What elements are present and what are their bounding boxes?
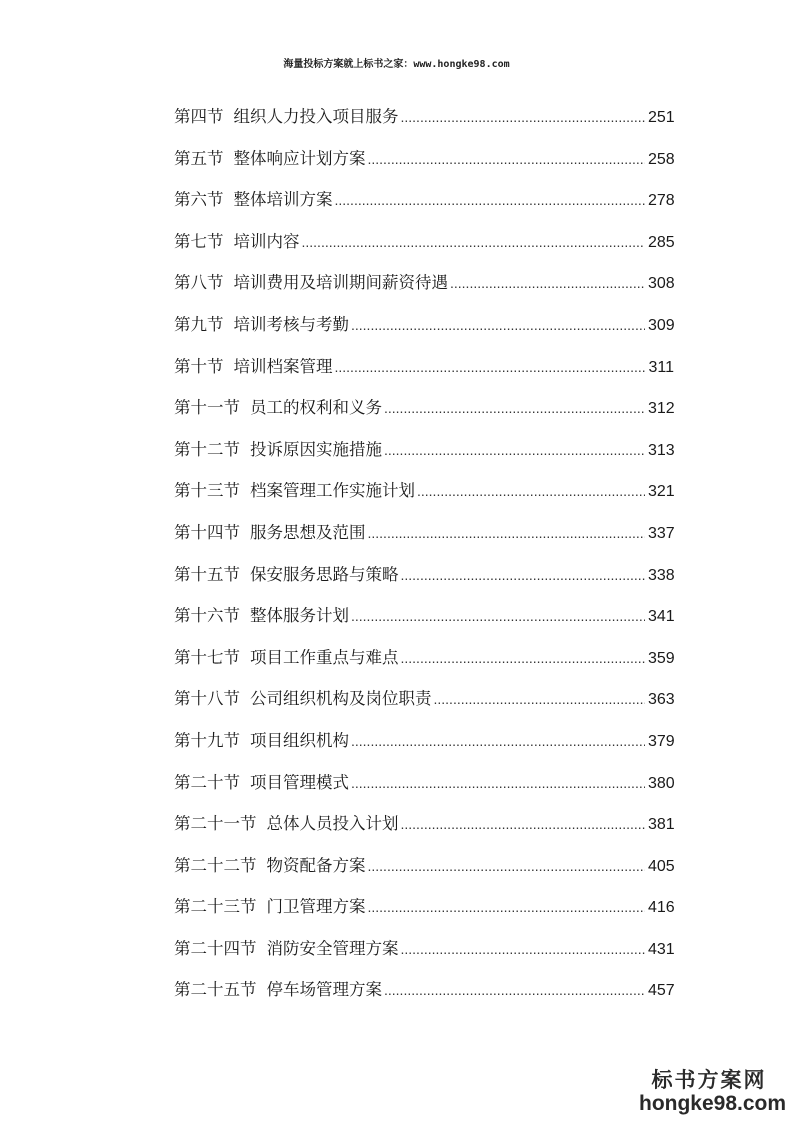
toc-title: 停车场管理方案 <box>266 980 382 1000</box>
toc-chapter: 第十五节 <box>174 564 240 584</box>
table-of-contents <box>174 96 674 1011</box>
toc-title: 培训费用及培训期间薪资待遇 <box>233 273 448 293</box>
toc-page-number: 313 <box>648 441 675 459</box>
site-watermark <box>639 1067 787 1115</box>
toc-entry[interactable] <box>174 179 674 221</box>
toc-entry[interactable] <box>174 221 674 263</box>
toc-entry[interactable] <box>174 720 674 762</box>
toc-chapter: 第十节 <box>174 356 224 376</box>
toc-dot-leader <box>351 763 645 805</box>
toc-chapter: 第七节 <box>174 231 224 251</box>
toc-title: 投诉原因实施措施 <box>250 439 382 459</box>
toc-entry[interactable] <box>174 678 674 720</box>
toc-dot-leader <box>335 347 646 389</box>
toc-chapter: 第十二节 <box>174 439 240 459</box>
toc-entry[interactable] <box>174 387 674 429</box>
toc-chapter: 第十三节 <box>174 481 240 501</box>
toc-title: 总体人员投入计划 <box>266 814 399 834</box>
toc-chapter: 第十四节 <box>174 522 240 542</box>
toc-title: 组织人力投入项目服务 <box>233 107 399 126</box>
toc-title: 消防安全管理方案 <box>266 938 399 958</box>
toc-dot-leader <box>368 139 646 181</box>
toc-dot-leader <box>368 887 646 929</box>
toc-entry[interactable] <box>174 595 674 637</box>
toc-page-number: 337 <box>648 524 675 542</box>
toc-page-number: 312 <box>648 400 675 418</box>
toc-dot-leader <box>351 596 645 638</box>
toc-entry[interactable] <box>174 512 674 554</box>
toc-title: 保安服务思路与策略 <box>250 564 399 584</box>
toc-dot-leader <box>450 263 645 305</box>
toc-title: 整体服务计划 <box>250 606 349 626</box>
toc-page-number: 363 <box>648 691 675 709</box>
toc-dot-leader <box>351 305 645 347</box>
toc-dot-leader <box>384 970 645 1012</box>
toc-title: 整体培训方案 <box>233 190 333 210</box>
toc-chapter: 第十九节 <box>174 730 240 750</box>
toc-dot-leader <box>384 430 645 472</box>
toc-title: 员工的权利和义务 <box>250 398 382 418</box>
toc-entry[interactable] <box>174 969 674 1011</box>
toc-title: 项目管理模式 <box>250 772 349 792</box>
toc-page-number: 278 <box>648 192 675 210</box>
toc-page-number: 308 <box>648 275 675 293</box>
toc-entry[interactable] <box>174 262 674 304</box>
toc-entry[interactable] <box>174 762 674 804</box>
toc-chapter: 第五节 <box>174 148 224 168</box>
toc-page-number: 416 <box>648 899 675 917</box>
toc-page-number: 338 <box>648 566 675 584</box>
toc-page-number: 381 <box>648 816 675 834</box>
toc-chapter: 第二十一节 <box>174 814 257 834</box>
toc-title: 物资配备方案 <box>266 855 366 875</box>
toc-title: 档案管理工作实施计划 <box>250 481 415 501</box>
toc-entry[interactable] <box>174 304 674 346</box>
toc-entry[interactable] <box>174 554 674 596</box>
toc-entry[interactable] <box>174 96 674 138</box>
toc-entry[interactable] <box>174 928 674 970</box>
toc-chapter: 第二十二节 <box>174 855 257 875</box>
toc-chapter: 第九节 <box>174 314 224 334</box>
toc-title: 服务思想及范围 <box>250 522 366 542</box>
toc-dot-leader <box>401 555 646 597</box>
toc-page-number: 431 <box>648 940 675 958</box>
toc-title: 培训档案管理 <box>233 356 333 376</box>
toc-page-number: 311 <box>648 358 674 376</box>
toc-page-number: 251 <box>648 109 675 126</box>
toc-page-number: 309 <box>648 316 675 334</box>
toc-chapter: 第十八节 <box>174 689 240 709</box>
toc-page-number: 359 <box>648 649 675 667</box>
toc-dot-leader <box>434 679 646 721</box>
toc-chapter: 第六节 <box>174 190 224 210</box>
toc-page-number: 380 <box>648 774 675 792</box>
toc-dot-leader <box>401 638 646 680</box>
toc-entry[interactable] <box>174 886 674 928</box>
toc-page-number: 457 <box>648 982 675 1000</box>
toc-page-number: 321 <box>648 483 675 501</box>
watermark-cn-text: 标书方案网 <box>651 1067 767 1092</box>
toc-title: 项目组织机构 <box>250 730 349 750</box>
toc-chapter: 第八节 <box>174 273 224 293</box>
toc-dot-leader <box>368 513 646 555</box>
toc-page-number: 379 <box>648 732 675 750</box>
toc-page-number: 285 <box>648 233 675 251</box>
toc-title: 门卫管理方案 <box>266 897 366 917</box>
toc-dot-leader <box>417 471 645 513</box>
toc-title: 公司组织机构及岗位职责 <box>250 689 432 709</box>
toc-entry[interactable] <box>174 346 674 388</box>
toc-title: 培训内容 <box>233 231 300 251</box>
toc-chapter: 第二十节 <box>174 772 240 792</box>
toc-dot-leader <box>368 846 646 888</box>
toc-dot-leader <box>351 721 645 763</box>
toc-chapter: 第二十四节 <box>174 938 257 958</box>
toc-title: 整体响应计划方案 <box>233 148 366 168</box>
toc-entry[interactable] <box>174 637 674 679</box>
toc-dot-leader <box>335 180 646 222</box>
toc-page-number: 405 <box>648 857 675 875</box>
toc-dot-leader <box>302 222 646 264</box>
toc-chapter: 第十六节 <box>174 606 240 626</box>
toc-dot-leader <box>401 97 646 139</box>
toc-dot-leader <box>401 804 646 846</box>
watermark-en-text: hongke98.com <box>639 1092 787 1115</box>
toc-page-number: 258 <box>648 150 675 168</box>
page-header: 海量投标方案就上标书之家：www.hongke98.com <box>283 59 510 70</box>
toc-entry[interactable] <box>174 803 674 845</box>
toc-entry[interactable] <box>174 429 674 471</box>
toc-chapter: 第十七节 <box>174 647 240 667</box>
toc-title: 培训考核与考勤 <box>233 314 349 334</box>
toc-title: 项目工作重点与难点 <box>250 647 399 667</box>
toc-dot-leader <box>384 388 645 430</box>
toc-entry[interactable] <box>174 138 674 180</box>
toc-chapter: 第二十五节 <box>174 980 257 1000</box>
toc-chapter: 第十一节 <box>174 398 240 418</box>
toc-entry[interactable] <box>174 845 674 887</box>
toc-dot-leader <box>401 929 646 971</box>
toc-chapter: 第四节 <box>174 107 224 126</box>
toc-page-number: 341 <box>648 608 675 626</box>
toc-chapter: 第二十三节 <box>174 897 257 917</box>
toc-entry[interactable] <box>174 470 674 512</box>
